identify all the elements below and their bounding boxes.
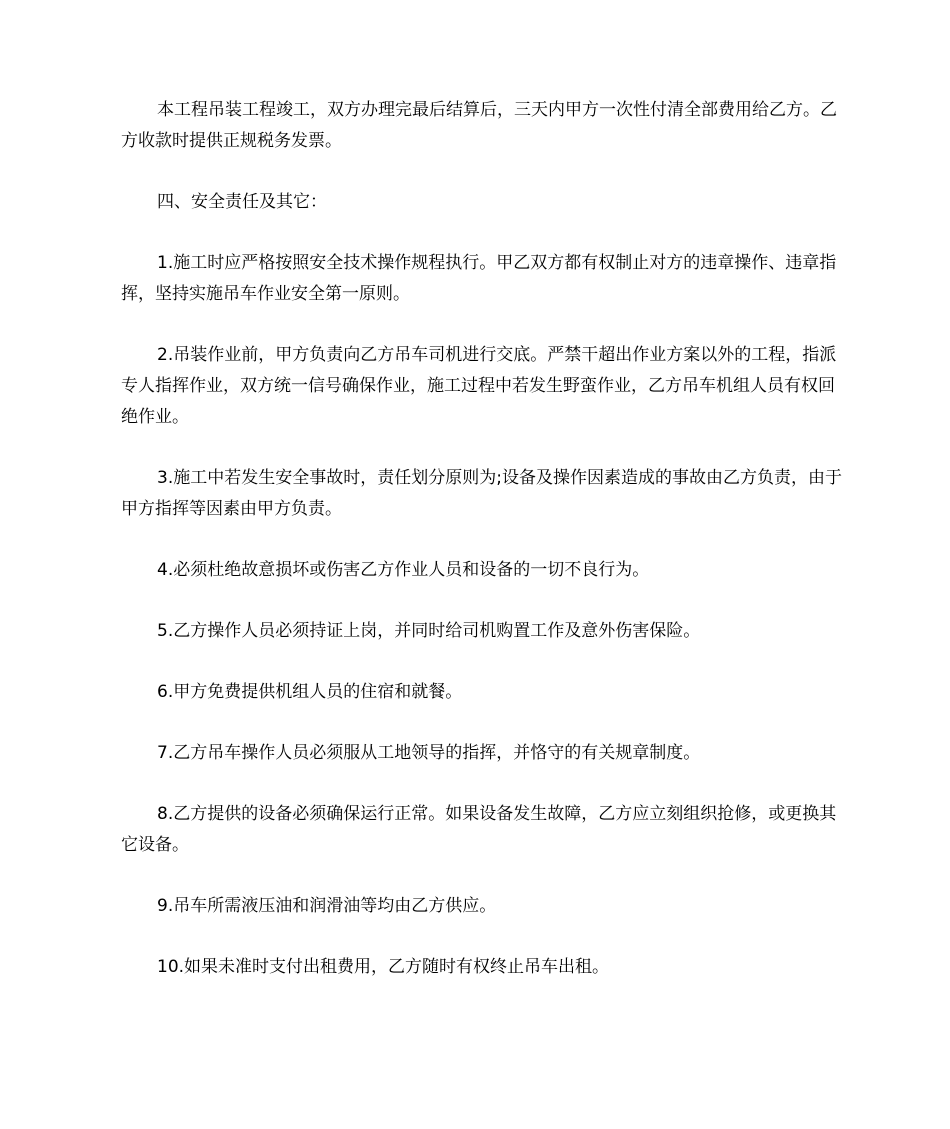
section-heading-safety: 四、安全责任及其它： (157, 192, 327, 212)
document-body (121, 95, 843, 1013)
clause-7: 7.乙方吊车操作人员必须服从工地领导的指挥，并恪守的有关规章制度。 (157, 743, 701, 763)
clause-6: 6.甲方免费提供机组人员的住宿和就餐。 (157, 682, 463, 702)
clause-8: 8.乙方提供的设备必须确保运行正常。如果设备发生故障，乙方应立刻组织抢修，或更换其它设备。 (121, 804, 837, 855)
clause-1: 1.施工时应严格按照安全技术操作规程执行。甲乙双方都有权制止对方的违章操作、违章指挥，坚持实施吊车作业安全第一原则。 (121, 253, 837, 304)
clause-4: 4.必须杜绝故意损坏或伤害乙方作业人员和设备的一切不良行为。 (157, 560, 650, 580)
clause-5: 5.乙方操作人员必须持证上岗，并同时给司机购置工作及意外伤害保险。 (157, 621, 701, 641)
clause-9: 9.吊车所需液压油和润滑油等均由乙方供应。 (157, 896, 497, 916)
clause-3: 3.施工中若发生安全事故时，责任划分原则为;设备及操作因素造成的事故由乙方负责，由于甲方指挥等因素由甲方负责。 (121, 468, 842, 519)
clause-10: 10.如果未准时支付出租费用，乙方随时有权终止吊车出租。 (157, 957, 610, 977)
clause-2: 2.吊装作业前，甲方负责向乙方吊车司机进行交底。严禁干超出作业方案以外的工程，指派专人指挥作业，双方统一信号确保作业，施工过程中若发生野蛮作业，乙方吊车机组人员有权回绝作业。 (121, 345, 837, 427)
paragraph-settlement: 本工程吊装工程竣工，双方办理完最后结算后，三天内甲方一次性付清全部费用给乙方。乙方收款时提供正规税务发票。 (121, 100, 837, 151)
